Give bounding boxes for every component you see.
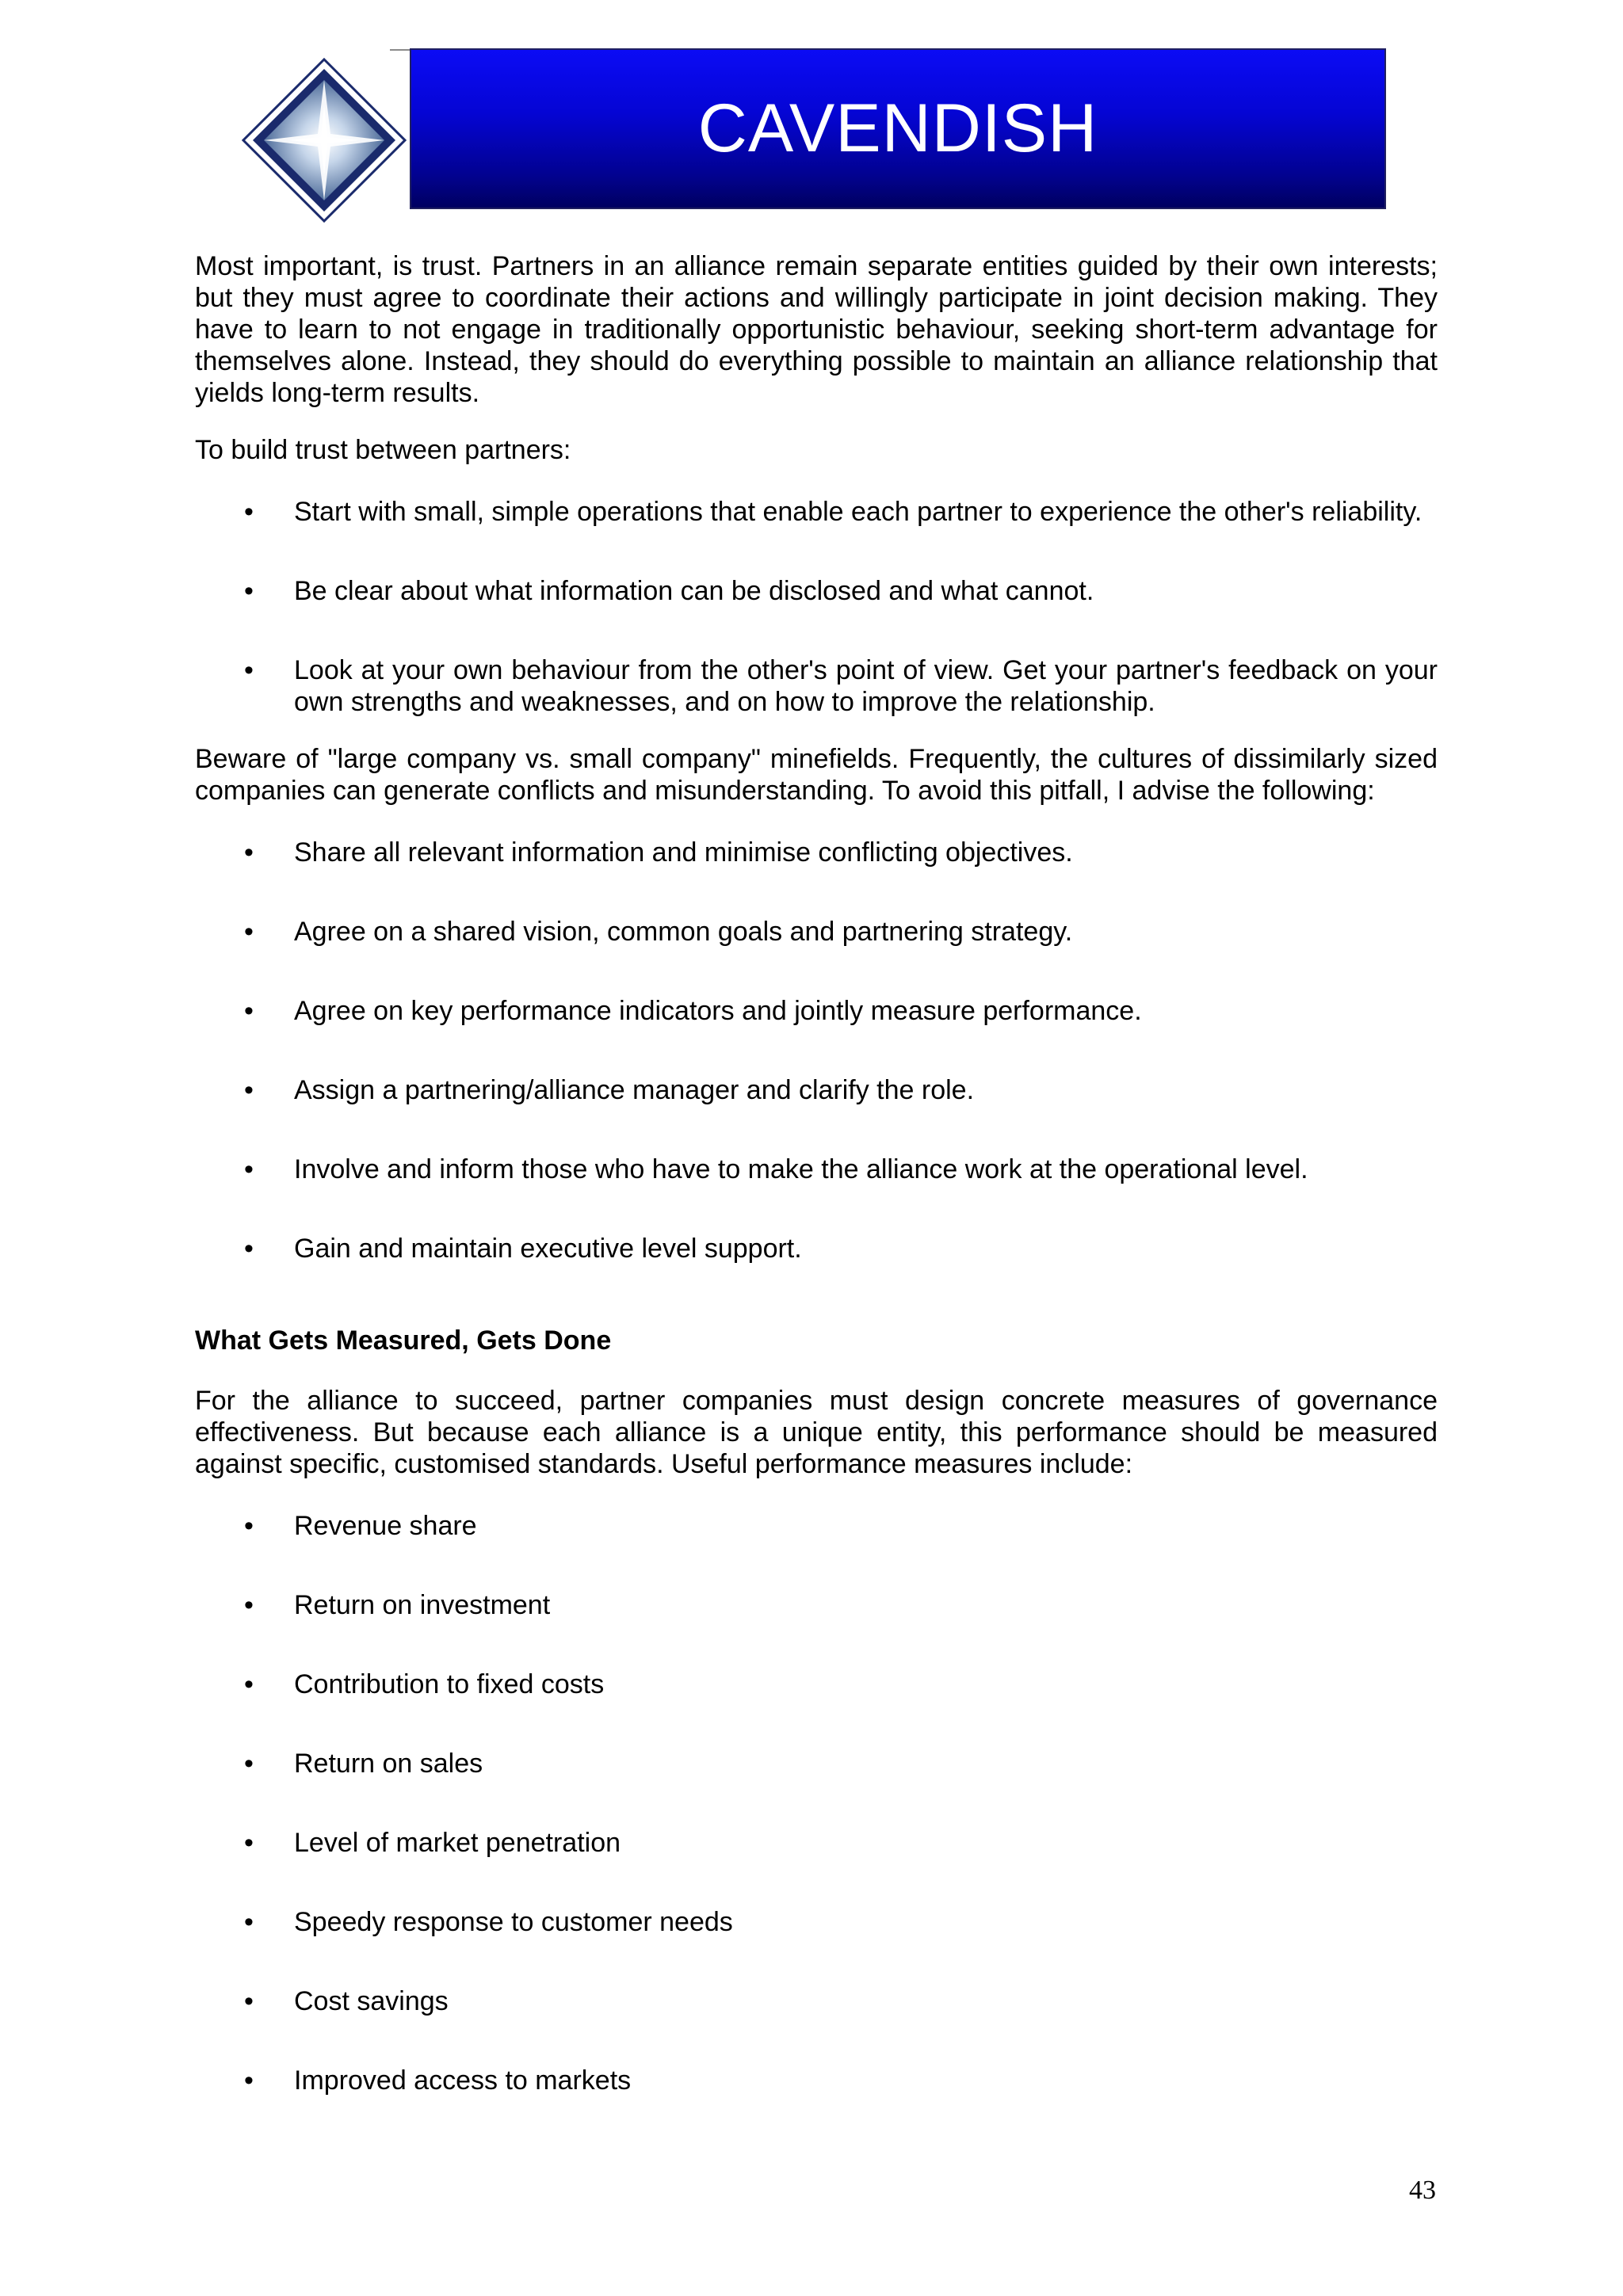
bullet-icon: • [244, 837, 254, 868]
beware-paragraph: Beware of "large company vs. small company" minefields. Frequently, the cultures of dissimilarly sized companies can generate conflicts and misunderstanding. To avoid this pitfall, I advise the following: [195, 744, 1438, 806]
bullet-icon: • [244, 1511, 254, 1541]
bullet-icon: • [244, 655, 254, 685]
bullet-icon: • [244, 497, 254, 527]
bullet-icon: • [244, 1907, 254, 1937]
trust-paragraph: Most important, is trust. Partners in an alliance remain separate entities guided by their own interests; but they must agree to coordinate their actions and willingly participate in joint decision making. They have to learn to not engage in traditionally opportunistic behaviour, seeking short-term advantage for themselves alone. Instead, they should do everything possible to maintain an alliance relationship that yields long-term results. [195, 251, 1438, 408]
list-item: • Cost savings [244, 1986, 449, 2016]
section-heading: What Gets Measured, Gets Done [195, 1325, 612, 1356]
page-number: 43 [1409, 2176, 1436, 2205]
list-item: • Level of market penetration [244, 1828, 621, 1858]
list-item: • Contribution to fixed costs [244, 1669, 605, 1699]
list-item: • Return on sales [244, 1749, 483, 1779]
bullet-icon: • [244, 917, 254, 947]
bullet-icon: • [244, 1590, 254, 1620]
list-item: • Assign a partnering/alliance manager and clarify the role. [244, 1075, 975, 1105]
bullet-icon: • [244, 1075, 254, 1105]
measure-list [195, 1510, 1438, 2096]
beware-list [195, 837, 1438, 1264]
list-item: • Return on investment [244, 1590, 551, 1620]
list-item: • Share all relevant information and minimise conflicting objectives. [244, 837, 1073, 868]
list-item: • Speedy response to customer needs [244, 1907, 733, 1937]
header-title: CAVENDISH [697, 90, 1098, 166]
header-banner [410, 48, 1386, 209]
bullet-icon: • [244, 1986, 254, 2016]
document-body [195, 250, 1438, 2096]
list-item: • Involve and inform those who have to make the alliance work at the operational level. [244, 1154, 1308, 1184]
trust-intro: To build trust between partners: [195, 435, 571, 465]
list-item: • Gain and maintain executive level support. [244, 1234, 802, 1264]
list-item: • Be clear about what information can be disclosed and what cannot. [244, 576, 1094, 606]
list-item: • Agree on key performance indicators and jointly measure performance. [244, 996, 1142, 1026]
trust-list [195, 496, 1438, 718]
list-item: • Improved access to markets [244, 2065, 632, 2096]
bullet-icon: • [244, 1154, 254, 1184]
list-item: • Agree on a shared vision, common goals and partnering strategy. [244, 917, 1073, 947]
bullet-icon: • [244, 1234, 254, 1264]
list-item: • Start with small, simple operations that enable each partner to experience the other's reliability. [244, 497, 1423, 527]
bullet-icon: • [244, 2065, 254, 2096]
bullet-icon: • [244, 576, 254, 606]
list-item: • Revenue share [244, 1511, 477, 1541]
bullet-icon: • [244, 1669, 254, 1699]
measure-paragraph: For the alliance to succeed, partner companies must design concrete measures of governance effectiveness. But because each alliance is a unique entity, this performance should be measured against specific, customised standards. Useful performance measures include: [195, 1386, 1438, 1479]
bullet-icon: • [244, 1828, 254, 1858]
banner-accent-line [390, 49, 412, 51]
diamond-star-logo [242, 58, 407, 223]
list-item: • Look at your own behaviour from the other's point of view. Get your partner's feedback on your own strengths and weaknesses, and on how to improve the relationship. [244, 655, 1438, 717]
bullet-icon: • [244, 996, 254, 1026]
bullet-icon: • [244, 1749, 254, 1779]
